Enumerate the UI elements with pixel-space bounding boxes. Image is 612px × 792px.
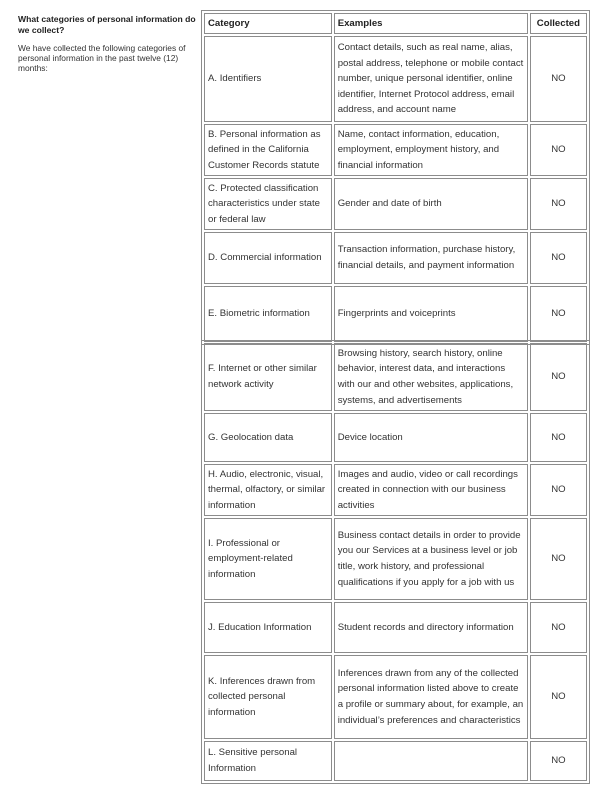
table-row bbox=[204, 124, 587, 176]
examples-cell: Inferences drawn from any of the collected personal information listed above to create a profile or summary about, for example, an individual’s preferences and characteristics bbox=[334, 655, 528, 739]
examples-cell: Contact details, such as real name, alias, postal address, telephone or mobile contact number, unique personal identifier, online identifier, Internet Protocol address, email address, and account name bbox=[334, 36, 528, 122]
examples-cell: Gender and date of birth bbox=[334, 178, 528, 230]
section-intro-text: We have collected the following categories of personal information in the past twelve (12) months: bbox=[18, 43, 186, 73]
collected-cell: NO bbox=[530, 36, 587, 122]
category-cell: B. Personal information as defined in the California Customer Records statute bbox=[204, 124, 332, 176]
table-row bbox=[204, 464, 587, 516]
collected-cell: NO bbox=[530, 413, 587, 462]
category-cell: E. Biometric information bbox=[204, 286, 332, 342]
table-row bbox=[204, 602, 587, 653]
category-cell: H. Audio, electronic, visual, thermal, olfactory, or similar information bbox=[204, 464, 332, 516]
table-row bbox=[204, 741, 587, 781]
collected-cell: NO bbox=[530, 178, 587, 230]
examples-cell: Fingerprints and voiceprints bbox=[334, 286, 528, 342]
categories-table-part-1 bbox=[201, 10, 590, 345]
table-row bbox=[204, 655, 587, 739]
category-cell: C. Protected classification characteristics under state or federal law bbox=[204, 178, 332, 230]
table-header-row bbox=[204, 13, 587, 34]
table-row bbox=[204, 178, 587, 230]
category-cell: I. Professional or employment-related information bbox=[204, 518, 332, 600]
table-row bbox=[204, 36, 587, 122]
category-cell: K. Inferences drawn from collected personal information bbox=[204, 655, 332, 739]
collected-cell: NO bbox=[530, 464, 587, 516]
table-row bbox=[204, 518, 587, 600]
collected-cell: NO bbox=[530, 655, 587, 739]
examples-cell: Images and audio, video or call recordings created in connection with our business activities bbox=[334, 464, 528, 516]
category-cell: F. Internet or other similar network activity bbox=[204, 343, 332, 411]
table-row bbox=[204, 286, 587, 342]
collected-cell: NO bbox=[530, 343, 587, 411]
collected-cell: NO bbox=[530, 124, 587, 176]
collected-cell: NO bbox=[530, 602, 587, 653]
table-row bbox=[204, 413, 587, 462]
examples-cell: Browsing history, search history, online behavior, interest data, and interactions with our and other websites, applications, systems, and advertisements bbox=[334, 343, 528, 411]
header-collected: Collected bbox=[530, 13, 587, 34]
examples-cell: Business contact details in order to provide you our Services at a business level or job title, work history, and professional qualifications if you apply for a job with us bbox=[334, 518, 528, 600]
category-cell: L. Sensitive personal Information bbox=[204, 741, 332, 781]
examples-cell: Device location bbox=[334, 413, 528, 462]
examples-cell: Student records and directory information bbox=[334, 602, 528, 653]
collected-cell: NO bbox=[530, 232, 587, 284]
collected-cell: NO bbox=[530, 286, 587, 342]
category-cell: A. Identifiers bbox=[204, 36, 332, 122]
category-cell: J. Education Information bbox=[204, 602, 332, 653]
header-category: Category bbox=[204, 13, 332, 34]
collected-cell: NO bbox=[530, 518, 587, 600]
section-heading: What categories of personal information do we collect? bbox=[18, 14, 196, 35]
section-intro bbox=[18, 14, 196, 73]
table-row bbox=[204, 232, 587, 284]
categories-table-part-2 bbox=[201, 340, 590, 784]
examples-cell bbox=[334, 741, 528, 781]
category-cell: G. Geolocation data bbox=[204, 413, 332, 462]
category-cell: D. Commercial information bbox=[204, 232, 332, 284]
table-row bbox=[204, 343, 587, 411]
header-examples: Examples bbox=[334, 13, 528, 34]
collected-cell: NO bbox=[530, 741, 587, 781]
examples-cell: Name, contact information, education, employment, employment history, and financial information bbox=[334, 124, 528, 176]
examples-cell: Transaction information, purchase history, financial details, and payment information bbox=[334, 232, 528, 284]
